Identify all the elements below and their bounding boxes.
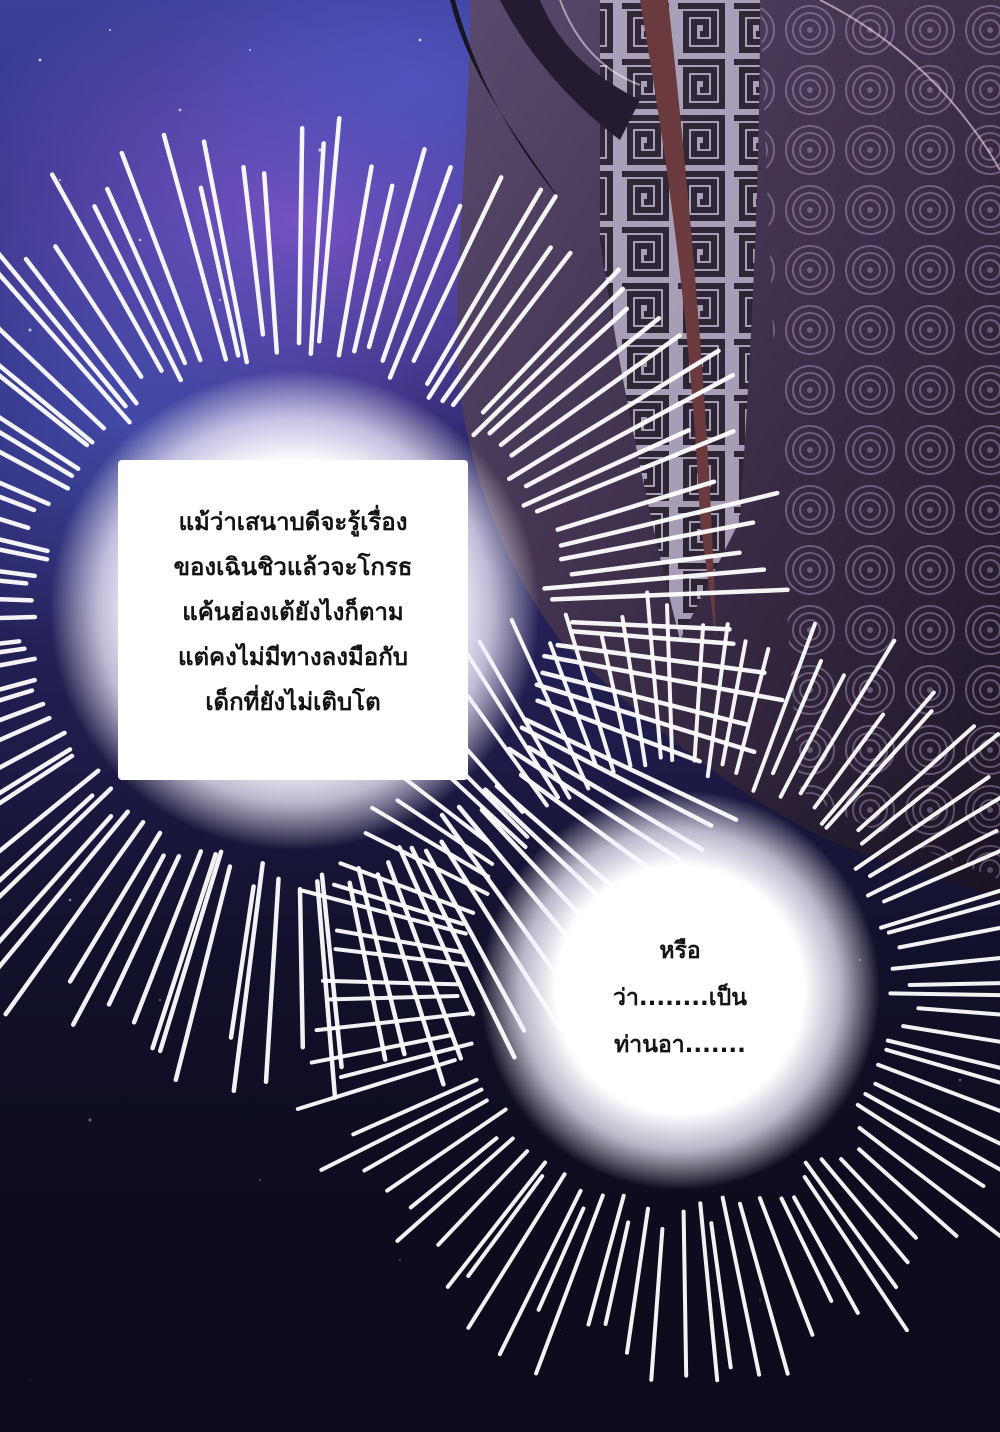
burst-line-2 [684,1212,687,1376]
burst-line-1 [300,889,303,1047]
narration-bubble-2 [560,928,800,1069]
bubble-2-line-3: ท่านอา....... [614,1032,746,1058]
bubble-1-line-1: แม้ว่าเสนาบดีจะรู้เรื่อง [178,508,408,536]
bubble-1-line-4: แต่คงไม่มีทางลงมือกับ [178,643,408,671]
bubble-1-line-3: แค้นฮ่องเต้ยังไงก็ตาม [182,598,404,626]
bubble-2-line-2: ว่า........เป็น [613,985,747,1011]
bubble-2-line-1: หรือ [659,938,701,964]
bubble-1-line-2: ของเฉินชิวแล้วจะโกรธ [173,553,413,581]
burst-line-1 [299,128,302,343]
bubble-1-line-5: เด็กที่ยังไม่เติบโต [205,688,381,716]
narration-bubble-1 [118,500,468,725]
